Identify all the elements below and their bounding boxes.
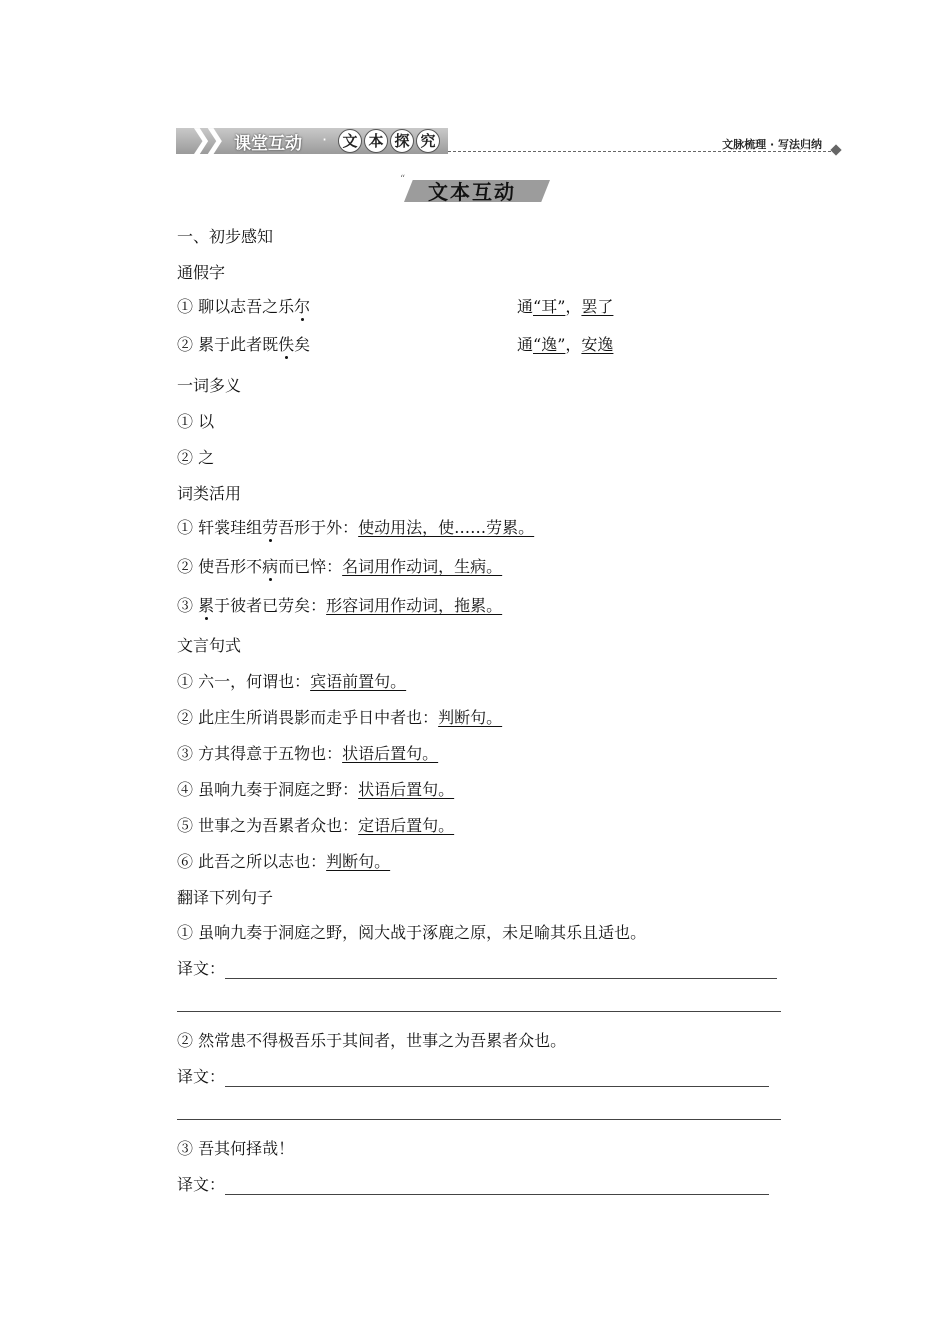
quote-mark-icon: “ [400,174,406,185]
dotted-char: 尔 [294,297,311,316]
chevron-right-icon: ❯❯ [190,125,218,155]
note-prefix: 通 [517,297,534,316]
circled-char: 究 [416,129,440,153]
answer-underlined: “耳” [533,297,566,316]
list-item [177,297,310,317]
item-text: 累于此者既 [198,335,279,354]
list-item [177,518,534,538]
note-sep: ， [565,335,582,354]
subheading-translate: 翻译下列句子 [177,888,274,907]
item-number: ② [177,448,194,467]
answer-note [517,297,613,317]
dotted-char: 佚 [278,335,295,354]
answer-note [517,335,613,355]
list-item [177,672,406,692]
item-text: 矣 [294,335,311,354]
list-item [177,744,438,764]
subheading-cileihuoyong: 词类活用 [177,484,242,503]
item-text: 虽响九奏于洞庭之野，阅大战于涿鹿之原，未足喻其乐且适也。 [198,923,647,942]
circled-char: 本 [364,129,388,153]
answer-blank[interactable] [225,1180,769,1195]
item-text: 吾其何择哉！ [198,1139,295,1158]
answer-underlined: 定语后置句。 [358,816,455,835]
answer-underlined: 状语后置句。 [358,780,455,799]
answer-underlined: 罢了 [581,297,614,316]
note-prefix: 通 [517,335,534,354]
item-number: ⑤ [177,816,194,835]
item-text: 以 [198,412,215,431]
item-number: ① [177,518,194,537]
list-item [177,1031,566,1051]
item-text: 之 [198,448,215,467]
translation-answer-line[interactable] [177,959,777,979]
item-number: ③ [177,744,194,763]
item-text: 而已悴： [278,557,343,576]
item-text: 轩裳珪组 [198,518,263,537]
circled-char: 文 [338,129,362,153]
item-number: ② [177,335,194,354]
item-text: 此吾之所以志也： [198,852,327,871]
answer-underlined: “逸” [533,335,566,354]
answer-underlined: 判断句。 [326,852,391,871]
answer-underlined: 安逸 [581,335,614,354]
dotted-char: 病 [262,557,279,576]
item-number: ⑥ [177,852,194,871]
item-text: 六一，何谓也： [198,672,311,691]
item-number: ① [177,297,194,316]
section-heading-text: 文本互动 [428,180,516,204]
item-text: 吾形于外： [278,518,359,537]
banner-circled-chars [338,129,440,153]
translation-label: 译文： [177,959,226,978]
item-text: 使吾形不 [198,557,263,576]
item-number: ③ [177,1139,194,1158]
answer-underlined: 宾语前置句。 [310,672,407,691]
answer-underlined: 名词用作动词，生病。 [342,557,503,576]
list-item [177,1139,294,1159]
item-text: 然常患不得极吾乐于其间者，世事之为吾累者众也。 [198,1031,567,1050]
translation-answer-line[interactable] [177,1067,769,1087]
answer-underlined: 状语后置句。 [342,744,439,763]
subheading-tongjiazi: 通假字 [177,263,226,282]
diamond-icon [830,144,841,155]
item-number: ② [177,1031,194,1050]
item-text: 于彼者已劳矣： [214,596,327,615]
list-item [177,816,454,836]
list-item [177,923,646,943]
answer-blank[interactable] [225,964,777,979]
item-number: ④ [177,780,194,799]
item-text: 聊以志吾之乐 [198,297,295,316]
list-item [177,412,214,432]
list-item [177,852,390,872]
note-sep: ， [565,297,582,316]
item-text: 世事之为吾累者众也： [198,816,359,835]
item-text: 方其得意于五物也： [198,744,343,763]
answer-underlined: 形容词用作动词，拖累。 [326,596,503,615]
list-item [177,780,454,800]
subheading-yiciduoyi: 一词多义 [177,376,242,395]
answer-underlined: 判断句。 [438,708,503,727]
translation-label: 译文： [177,1175,226,1194]
item-text: 虽响九奏于洞庭之野： [198,780,359,799]
answer-blank[interactable] [225,1072,769,1087]
list-item [177,596,502,616]
item-number: ① [177,672,194,691]
item-text: 此庄生所诮畏影而走乎日中者也： [198,708,439,727]
circled-char: 探 [390,129,414,153]
banner-title: 课堂互动 [234,134,302,154]
list-item [177,708,502,728]
subheading-wenyanjushi: 文言句式 [177,636,242,655]
answer-underlined: 使动用法，使……劳累。 [358,518,535,537]
translation-answer-line[interactable] [177,1175,769,1195]
item-number: ② [177,557,194,576]
item-number: ② [177,708,194,727]
list-item [177,448,214,468]
list-item [177,335,310,355]
item-number: ① [177,412,194,431]
list-item [177,557,502,577]
section-heading [400,174,550,204]
dotted-char: 累 [198,596,215,615]
dotted-char: 劳 [262,518,279,537]
banner-right-text: 文脉梳理 · 写法归纳 [722,138,822,151]
item-number: ① [177,923,194,942]
item-number: ③ [177,596,194,615]
banner-separator-dot: · [322,130,328,149]
translation-label: 译文： [177,1067,226,1086]
answer-blank-line[interactable] [177,1011,781,1012]
header-banner [176,126,840,156]
answer-blank-line[interactable] [177,1119,781,1120]
part-title: 一、初步感知 [177,227,274,246]
